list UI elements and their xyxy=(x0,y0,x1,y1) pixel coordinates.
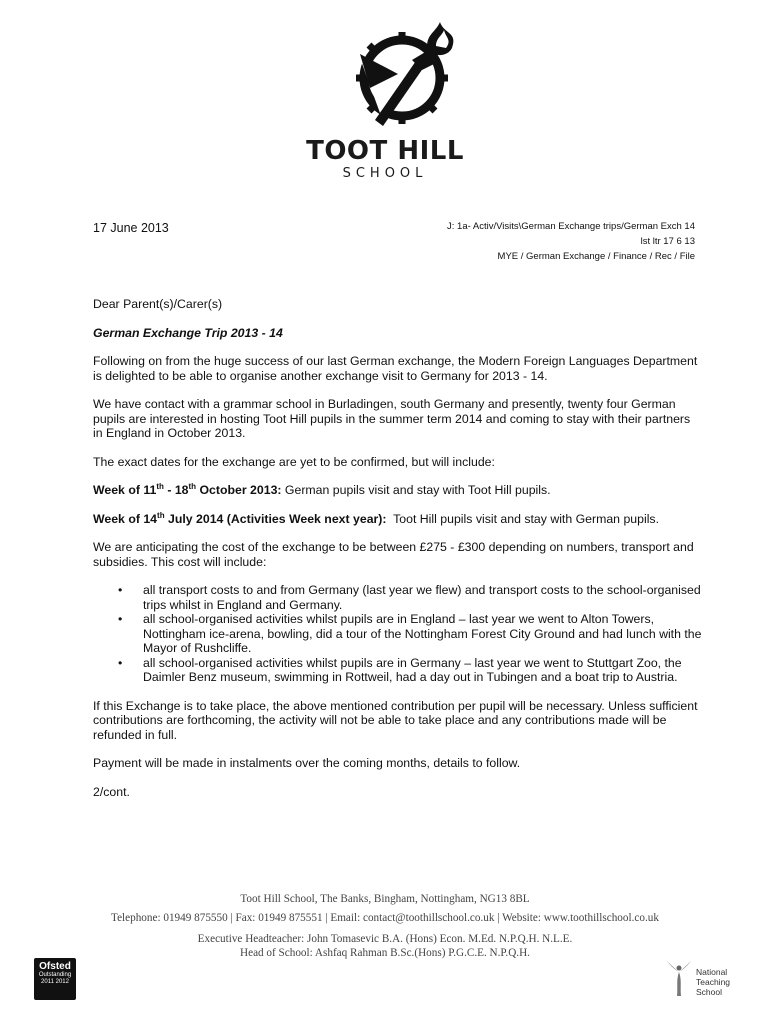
list-item: • all school-organised activities whilst pupils are in Germany – last year we went to Stuttgart Zoo, the Daimler Benz museum, swimming in Rottweil, had a day out in Tubingen and a boat trip to Austria. xyxy=(143,656,703,685)
letter-body xyxy=(93,297,703,813)
ofsted-years: 2011 2012 xyxy=(41,979,69,985)
cost-list xyxy=(93,583,703,685)
paragraph-3: The exact dates for the exchange are yet to be confirmed, but will include: xyxy=(93,454,495,469)
week-1-bold-b: - 18 xyxy=(163,483,189,497)
reference-line-3: MYE / German Exchange / Finance / Rec / File xyxy=(497,251,695,262)
list-item: • all transport costs to and from Germany (last year we flew) and transport costs to the school-organised trips whilst in England and Germany. xyxy=(143,583,703,612)
week-1-sup-a: th xyxy=(156,481,164,491)
school-name: TOOT HILL xyxy=(306,136,464,166)
week-2-bold-b: July 2014 (Activities Week next year): xyxy=(164,511,387,526)
footer-headteacher: Executive Headteacher: John Tomasevic B.A. (Hons) Econ. M.Ed. N.P.Q.H. N.L.E. xyxy=(197,933,573,945)
week-2-bold-a: Week of 14 xyxy=(93,511,158,526)
nts-line-2: Teaching xyxy=(696,977,731,987)
paragraph-2: We have contact with a grammar school in Burladingen, south Germany and presently, twenty four German pupils are interested in hosting Toot Hill pupils in the summer term 2014 and coming to stay with their partners in England in October 2013. xyxy=(93,397,691,440)
week-1-bold-c: October 2013: xyxy=(196,483,282,497)
week-1-line xyxy=(93,483,703,498)
reference-line-2: lst ltr 17 6 13 xyxy=(640,236,695,247)
nts-line-1: National xyxy=(696,967,728,977)
letter-title: German Exchange Trip 2013 - 14 xyxy=(93,325,283,340)
list-item: • all school-organised activities whilst pupils are in England – last year we went to Alton Towers, Nottingham ice-arena, bowling, did a tour of the Nottingham Forest City Ground and had lunch with the Mayor of Rushcliffe. xyxy=(143,612,703,656)
paragraph-5: If this Exchange is to take place, the above mentioned contribution per pupil will be necessary. Unless sufficient contributions are forthcoming, the activity will not be able to take place and any contributions made will be refunded in full. xyxy=(93,698,698,742)
week-2-rest: Toot Hill pupils visit and stay with German pupils. xyxy=(386,511,659,526)
week-1-sup-b: th xyxy=(188,481,197,491)
week-1-bold-a: Week of 11 xyxy=(93,483,157,497)
ofsted-rating: Outstanding xyxy=(38,972,72,978)
week-1-rest: German pupils visit and stay with Toot Hill pupils. xyxy=(281,483,551,497)
school-logo xyxy=(340,18,470,128)
salutation: Dear Parent(s)/Carer(s) xyxy=(93,297,223,311)
paragraph-4: We are anticipating the cost of the exchange to be between £275 - £300 depending on numbers, transport and subsidies. This cost will include: xyxy=(93,540,694,569)
nts-line-3: School xyxy=(696,987,722,997)
reference-line-1: J: 1a- Activ/Visits\German Exchange trips/German Exch 14 xyxy=(447,221,695,232)
footer-head-of-school: Head of School: Ashfaq Rahman B.Sc.(Hons) P.G.C.E. N.P.Q.H. xyxy=(240,947,530,959)
continued-note: 2/cont. xyxy=(93,784,130,799)
reference-block xyxy=(447,219,695,264)
school-subtitle: SCHOOL xyxy=(342,166,428,181)
week-2-sup-a: th xyxy=(157,510,165,520)
paragraph-1: Following on from the huge success of our last German exchange, the Modern Foreign Languages Department is delighted to be able to organise another exchange visit to Germany for 2013 - 14. xyxy=(93,354,698,383)
paragraph-6: Payment will be made in instalments over the coming months, details to follow. xyxy=(93,756,521,770)
week-2-line xyxy=(93,512,703,527)
ofsted-badge xyxy=(34,958,76,1000)
leaf-figure-icon xyxy=(664,958,694,998)
footer-address: Toot Hill School, The Banks, Bingham, Nottingham, NG13 8BL xyxy=(240,893,530,905)
letter-date: 17 June 2013 xyxy=(93,221,169,235)
footer-contact: Telephone: 01949 875550 | Fax: 01949 875551 | Email: contact@toothillschool.co.uk | Website: www.toothillschool.co.uk xyxy=(111,912,659,924)
national-teaching-school-text xyxy=(696,967,730,997)
ofsted-name: Ofsted xyxy=(39,961,71,972)
